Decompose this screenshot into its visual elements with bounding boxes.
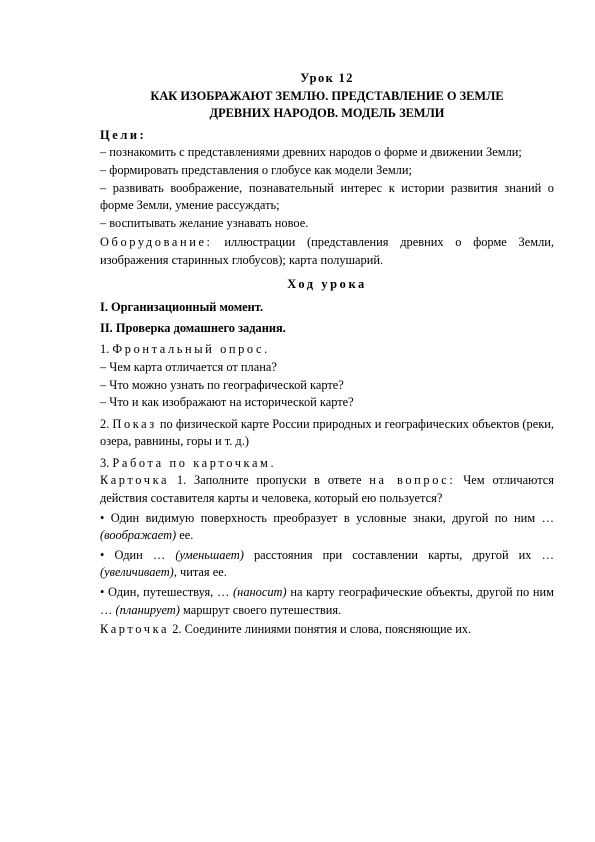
bullet-2-answer-1: (уменьшает) xyxy=(175,547,244,562)
goal-item-3: – развивать воображение, познавательный интерес к истории развития знаний о форме Земли, умение рассуждать; xyxy=(100,180,554,213)
lesson-flow-heading: Ход урока xyxy=(287,276,367,291)
frontal-number: 1. xyxy=(100,342,113,357)
bullet-3-answer-1: (наносит) xyxy=(233,585,287,600)
title-line-2: ДРЕВНИХ НАРОДОВ. МОДЕЛЬ ЗЕМЛИ xyxy=(209,106,445,121)
card-1-paragraph xyxy=(100,472,554,507)
bullet-1-text: • Один видимую поверхность преобразует в условные знаки, другой по ним … xyxy=(100,510,554,525)
bullet-1-answer: (воображает) xyxy=(100,528,177,543)
title-line-1: КАК ИЗОБРАЖАЮТ ЗЕМЛЮ. ПРЕДСТАВЛЕНИЕ О ЗЕМЛЕ xyxy=(150,88,504,103)
card-1-label: Карточка xyxy=(100,473,170,488)
equipment-paragraph xyxy=(100,234,554,269)
frontal-label: Фронтальный опрос. xyxy=(112,342,270,357)
cards-number: 3. xyxy=(100,455,113,470)
bullet-2-end: , читая ее. xyxy=(173,565,227,580)
equipment-text: иллюстрации (представления древних о форме Земли, изображения старинных глобусов); карта полушарий. xyxy=(100,235,554,267)
bullet-2-text: • Один … xyxy=(100,547,176,562)
card-2-text: 2. Соедините линиями понятия и слова, поясняющие их. xyxy=(169,622,472,637)
question-1: – Чем карта отличается от плана? xyxy=(100,359,277,374)
bullet-3-mid: на карту географические объекты, другой по ним … xyxy=(100,585,554,617)
question-3: – Что и как изображают на исторической карте? xyxy=(100,395,354,410)
bullet-1 xyxy=(100,510,554,545)
lesson-number: Урок 12 xyxy=(300,71,354,85)
document-content xyxy=(100,70,554,639)
frontal-survey-heading xyxy=(100,341,554,359)
bullet-3-text: • Один, путешествуя, … xyxy=(100,585,234,600)
card-1-text-b: Чем отличаются действия составителя карты и человека, который ею пользуется? xyxy=(100,473,554,506)
equipment-label: Оборудование: xyxy=(100,235,213,250)
bullet-3-end: маршрут своего путешествия. xyxy=(179,602,342,617)
card-2-paragraph xyxy=(100,621,554,639)
show-text: по физической карте России природных и географических объектов (реки, озера, равнины, горы и т. д.) xyxy=(100,416,554,449)
show-label: Показ xyxy=(112,416,157,431)
section-organizational: I. Организационный момент. xyxy=(100,300,264,315)
goal-item-1: – познакомить с представлениями древних народов о форме и движении Земли; xyxy=(100,145,522,160)
card-2-label: Карточка xyxy=(100,622,170,637)
cards-label: Работа по карточкам. xyxy=(112,455,277,470)
bullet-1-end: ее. xyxy=(176,528,194,543)
goals-heading: Цели: xyxy=(100,127,147,142)
show-number: 2. xyxy=(100,416,113,431)
bullet-2-answer-2: (увеличивает) xyxy=(100,565,174,580)
card-1-text-a: 1. Заполните пропуски в ответе xyxy=(169,473,370,488)
card-1-spaced: на вопрос: xyxy=(369,473,456,488)
section-homework-check: II. Проверка домашнего задания. xyxy=(100,320,286,335)
goal-item-4: – воспитывать желание узнавать новое. xyxy=(100,215,309,230)
bullet-2-mid: расстояния при составлении карты, другой их … xyxy=(243,547,554,562)
bullet-3 xyxy=(100,584,554,619)
show-paragraph xyxy=(100,416,554,451)
bullet-2 xyxy=(100,547,554,582)
cards-heading xyxy=(100,455,554,473)
bullet-3-answer-2: (планирует) xyxy=(115,602,180,617)
question-2: – Что можно узнать по географической карте? xyxy=(100,377,344,392)
goal-item-2: – формировать представления о глобусе как модели Земли; xyxy=(100,162,412,177)
